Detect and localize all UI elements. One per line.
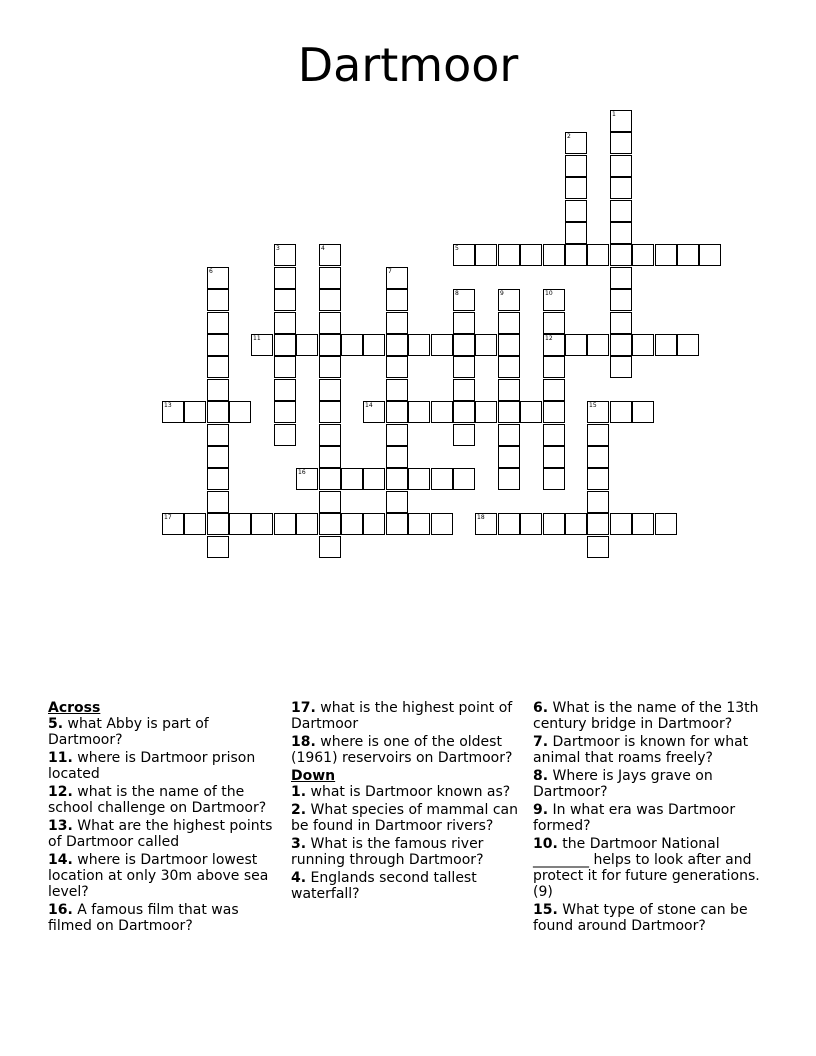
clue-item	[533, 802, 773, 834]
grid-cell[interactable]	[610, 177, 632, 199]
clue-item	[291, 870, 523, 902]
grid-cell[interactable]	[543, 468, 565, 490]
clue-number: 13	[164, 402, 172, 409]
grid-cell[interactable]	[699, 244, 721, 266]
grid-cell[interactable]	[587, 424, 609, 446]
grid-cell[interactable]	[341, 513, 363, 535]
grid-cell[interactable]	[498, 379, 520, 401]
clue-number: 9	[500, 290, 504, 297]
clue-number: 16	[298, 469, 306, 476]
clue-text: What is the famous river running through Dartmoor?	[291, 836, 484, 868]
grid-cell[interactable]	[498, 289, 520, 311]
grid-cell[interactable]	[565, 177, 587, 199]
clue-item	[48, 818, 280, 850]
grid-cell[interactable]	[543, 401, 565, 423]
grid-cell[interactable]	[296, 334, 318, 356]
grid-cell[interactable]	[610, 312, 632, 334]
clue-num: 2.	[291, 802, 307, 818]
grid-cell[interactable]	[565, 222, 587, 244]
grid-cell[interactable]	[207, 267, 229, 289]
clue-number: 11	[253, 335, 261, 342]
grid-cell[interactable]	[319, 289, 341, 311]
clue-item	[48, 902, 280, 934]
clue-num: 6.	[533, 700, 549, 716]
grid-cell[interactable]	[207, 334, 229, 356]
clue-item	[48, 852, 280, 900]
grid-cell[interactable]	[386, 468, 408, 490]
clue-num: 4.	[291, 870, 307, 886]
down-heading: Down	[291, 768, 336, 784]
grid-cell[interactable]	[251, 513, 273, 535]
clue-num: 17.	[291, 700, 316, 716]
clue-num: 12.	[48, 784, 73, 800]
clue-text: Englands second tallest waterfall?	[291, 870, 477, 902]
clue-item	[291, 836, 523, 868]
clue-item	[533, 734, 773, 766]
clue-item	[48, 784, 280, 816]
grid-cell[interactable]	[386, 424, 408, 446]
grid-cell[interactable]	[319, 312, 341, 334]
clue-number: 10	[545, 290, 553, 297]
clue-item	[291, 700, 523, 732]
clue-text: What species of mammal can be found in Dartmoor rivers?	[291, 802, 518, 834]
grid-cell[interactable]	[498, 424, 520, 446]
clue-number: 3	[276, 245, 280, 252]
grid-cell[interactable]	[610, 513, 632, 535]
grid-cell[interactable]	[363, 468, 385, 490]
grid-cell[interactable]	[386, 446, 408, 468]
grid-cell[interactable]	[386, 267, 408, 289]
grid-cell[interactable]	[319, 536, 341, 558]
grid-cell[interactable]	[386, 491, 408, 513]
grid-cell[interactable]	[632, 334, 654, 356]
grid-cell[interactable]	[207, 356, 229, 378]
grid-cell[interactable]	[565, 513, 587, 535]
grid-cell[interactable]	[319, 446, 341, 468]
grid-cell[interactable]	[475, 513, 497, 535]
grid-cell[interactable]	[632, 244, 654, 266]
clue-text: A famous film that was filmed on Dartmoor?	[48, 902, 239, 934]
grid-cell[interactable]	[363, 334, 385, 356]
grid-cell[interactable]	[498, 334, 520, 356]
clue-number: 4	[321, 245, 325, 252]
grid-cell[interactable]	[543, 312, 565, 334]
grid-cell[interactable]	[207, 312, 229, 334]
grid-cell[interactable]	[610, 244, 632, 266]
grid-cell[interactable]	[207, 424, 229, 446]
across-heading: Across	[48, 700, 101, 716]
grid-cell[interactable]	[565, 155, 587, 177]
across-clue-list-continued	[291, 700, 523, 766]
grid-cell[interactable]	[610, 334, 632, 356]
grid-cell[interactable]	[475, 401, 497, 423]
grid-cell[interactable]	[610, 289, 632, 311]
grid-cell[interactable]	[543, 513, 565, 535]
grid-cell[interactable]	[162, 401, 184, 423]
clue-item	[533, 768, 773, 800]
grid-cell[interactable]	[565, 334, 587, 356]
clue-number: 1	[612, 111, 616, 118]
grid-cell[interactable]	[610, 132, 632, 154]
grid-cell[interactable]	[207, 289, 229, 311]
grid-cell[interactable]	[408, 513, 430, 535]
clue-num: 1.	[291, 784, 307, 800]
clue-num: 15.	[533, 902, 558, 918]
grid-cell[interactable]	[408, 401, 430, 423]
clue-text: where is Dartmoor lowest location at only 30m above sea level?	[48, 852, 269, 900]
grid-cell[interactable]	[587, 244, 609, 266]
grid-cell[interactable]	[207, 491, 229, 513]
grid-cell[interactable]	[251, 334, 273, 356]
grid-cell[interactable]	[587, 401, 609, 423]
grid-cell[interactable]	[274, 513, 296, 535]
grid-cell[interactable]	[655, 244, 677, 266]
clue-num: 13.	[48, 818, 73, 834]
grid-cell[interactable]	[520, 513, 542, 535]
page-title: Dartmoor	[297, 38, 519, 92]
grid-cell[interactable]	[319, 491, 341, 513]
grid-cell[interactable]	[543, 356, 565, 378]
grid-cell[interactable]	[610, 222, 632, 244]
clue-text: What is the name of the 13th century bridge in Dartmoor?	[533, 700, 759, 732]
grid-cell[interactable]	[319, 401, 341, 423]
grid-cell[interactable]	[610, 110, 632, 132]
clues-column-3	[533, 700, 773, 936]
clue-num: 11.	[48, 750, 73, 766]
grid-cell[interactable]	[319, 356, 341, 378]
grid-cell[interactable]	[274, 379, 296, 401]
clue-text: What type of stone can be found around Dartmoor?	[533, 902, 748, 934]
grid-cell[interactable]	[274, 401, 296, 423]
clue-item	[291, 802, 523, 834]
grid-cell[interactable]	[543, 244, 565, 266]
clue-num: 16.	[48, 902, 73, 918]
grid-cell[interactable]	[386, 356, 408, 378]
grid-cell[interactable]	[565, 200, 587, 222]
down-clue-list-continued	[533, 700, 773, 934]
clue-text: In what era was Dartmoor formed?	[533, 802, 736, 834]
clue-number: 12	[545, 335, 553, 342]
clue-text: what Abby is part of Dartmoor?	[48, 716, 209, 748]
clue-num: 3.	[291, 836, 307, 852]
grid-cell[interactable]	[229, 401, 251, 423]
grid-cell[interactable]	[431, 334, 453, 356]
clue-item	[48, 750, 280, 782]
grid-cell[interactable]	[341, 334, 363, 356]
grid-cell[interactable]	[386, 334, 408, 356]
clues-column-1	[48, 700, 280, 936]
clue-number: 15	[589, 402, 597, 409]
grid-cell[interactable]	[386, 312, 408, 334]
clue-item	[533, 836, 773, 900]
clue-item	[291, 734, 523, 766]
grid-cell[interactable]	[453, 312, 475, 334]
grid-cell[interactable]	[207, 513, 229, 535]
grid-cell[interactable]	[453, 424, 475, 446]
grid-cell[interactable]	[184, 401, 206, 423]
grid-cell[interactable]	[363, 401, 385, 423]
grid-cell[interactable]	[431, 468, 453, 490]
grid-cell[interactable]	[453, 356, 475, 378]
grid-cell[interactable]	[274, 312, 296, 334]
grid-cell[interactable]	[677, 244, 699, 266]
grid-cell[interactable]	[498, 468, 520, 490]
grid-cell[interactable]	[453, 379, 475, 401]
clue-num: 5.	[48, 716, 64, 732]
grid-cell[interactable]	[453, 334, 475, 356]
grid-cell[interactable]	[274, 267, 296, 289]
grid-cell[interactable]	[453, 401, 475, 423]
grid-cell[interactable]	[296, 513, 318, 535]
grid-cell[interactable]	[453, 244, 475, 266]
clue-number: 5	[455, 245, 459, 252]
clue-num: 8.	[533, 768, 549, 784]
grid-cell[interactable]	[341, 468, 363, 490]
grid-cell[interactable]	[677, 334, 699, 356]
grid-cell[interactable]	[386, 401, 408, 423]
clue-text: where is one of the oldest (1961) reservoirs on Dartmoor?	[291, 734, 513, 766]
clues-column-2	[291, 700, 523, 904]
clue-text: Where is Jays grave on Dartmoor?	[533, 768, 713, 800]
grid-cell[interactable]	[386, 379, 408, 401]
grid-cell[interactable]	[498, 401, 520, 423]
grid-cell[interactable]	[632, 401, 654, 423]
clue-num: 7.	[533, 734, 549, 750]
clue-number: 18	[477, 514, 485, 521]
grid-cell[interactable]	[520, 244, 542, 266]
grid-cell[interactable]	[587, 513, 609, 535]
clue-text: what is the highest point of Dartmoor	[291, 700, 513, 732]
grid-cell[interactable]	[274, 334, 296, 356]
grid-cell[interactable]	[543, 424, 565, 446]
grid-cell[interactable]	[319, 379, 341, 401]
grid-cell[interactable]	[274, 289, 296, 311]
grid-cell[interactable]	[587, 468, 609, 490]
grid-cell[interactable]	[610, 401, 632, 423]
grid-cell[interactable]	[498, 513, 520, 535]
clue-item	[533, 700, 773, 732]
clue-number: 6	[209, 268, 213, 275]
grid-cell[interactable]	[520, 401, 542, 423]
grid-cell[interactable]	[543, 334, 565, 356]
clue-number: 8	[455, 290, 459, 297]
grid-cell[interactable]	[296, 468, 318, 490]
grid-cell[interactable]	[319, 424, 341, 446]
grid-cell[interactable]	[184, 513, 206, 535]
grid-cell[interactable]	[498, 244, 520, 266]
grid-cell[interactable]	[498, 446, 520, 468]
grid-cell[interactable]	[319, 468, 341, 490]
clue-text: what is the name of the school challenge on Dartmoor?	[48, 784, 267, 816]
clue-num: 10.	[533, 836, 558, 852]
grid-cell[interactable]	[498, 312, 520, 334]
down-clue-list	[291, 784, 523, 902]
clue-text: where is Dartmoor prison located	[48, 750, 256, 782]
clue-number: 17	[164, 514, 172, 521]
clue-number: 14	[365, 402, 373, 409]
grid-cell[interactable]	[610, 200, 632, 222]
across-clue-list	[48, 716, 280, 934]
grid-cell[interactable]	[587, 536, 609, 558]
grid-cell[interactable]	[587, 334, 609, 356]
grid-cell[interactable]	[319, 267, 341, 289]
grid-cell[interactable]	[475, 334, 497, 356]
grid-cell[interactable]	[655, 513, 677, 535]
clue-text: What are the highest points of Dartmoor called	[48, 818, 273, 850]
grid-cell[interactable]	[498, 356, 520, 378]
grid-cell[interactable]	[162, 513, 184, 535]
grid-cell[interactable]	[453, 289, 475, 311]
grid-cell[interactable]	[565, 244, 587, 266]
grid-cell[interactable]	[610, 267, 632, 289]
clue-text: what is Dartmoor known as?	[306, 784, 511, 800]
grid-cell[interactable]	[207, 468, 229, 490]
grid-cell[interactable]	[386, 289, 408, 311]
grid-cell[interactable]	[543, 446, 565, 468]
grid-cell[interactable]	[319, 513, 341, 535]
grid-cell[interactable]	[408, 468, 430, 490]
grid-cell[interactable]	[587, 491, 609, 513]
grid-cell[interactable]	[319, 334, 341, 356]
grid-cell[interactable]	[363, 513, 385, 535]
grid-cell[interactable]	[543, 289, 565, 311]
grid-cell[interactable]	[475, 244, 497, 266]
grid-cell[interactable]	[274, 424, 296, 446]
grid-cell[interactable]	[274, 356, 296, 378]
clue-number: 7	[388, 268, 392, 275]
clue-item	[291, 784, 523, 800]
clue-text: the Dartmoor National ________ helps to look after and protect it for future generations. (9)	[533, 836, 760, 900]
grid-cell[interactable]	[431, 513, 453, 535]
clue-item	[533, 902, 773, 934]
grid-cell[interactable]	[610, 356, 632, 378]
grid-cell[interactable]	[386, 513, 408, 535]
clue-number: 2	[567, 133, 571, 140]
grid-cell[interactable]	[632, 513, 654, 535]
grid-cell[interactable]	[431, 401, 453, 423]
grid-cell[interactable]	[565, 132, 587, 154]
grid-cell[interactable]	[207, 401, 229, 423]
clue-num: 18.	[291, 734, 316, 750]
grid-cell[interactable]	[207, 536, 229, 558]
grid-cell[interactable]	[610, 155, 632, 177]
grid-cell[interactable]	[319, 244, 341, 266]
grid-cell[interactable]	[655, 334, 677, 356]
grid-cell[interactable]	[229, 513, 251, 535]
grid-cell[interactable]	[543, 379, 565, 401]
grid-cell[interactable]	[408, 334, 430, 356]
clue-text: Dartmoor is known for what animal that roams freely?	[533, 734, 749, 766]
clue-num: 9.	[533, 802, 549, 818]
clue-item	[48, 716, 280, 748]
grid-cell[interactable]	[453, 468, 475, 490]
grid-cell[interactable]	[587, 446, 609, 468]
grid-cell[interactable]	[274, 244, 296, 266]
grid-cell[interactable]	[207, 379, 229, 401]
grid-cell[interactable]	[207, 446, 229, 468]
clue-num: 14.	[48, 852, 73, 868]
